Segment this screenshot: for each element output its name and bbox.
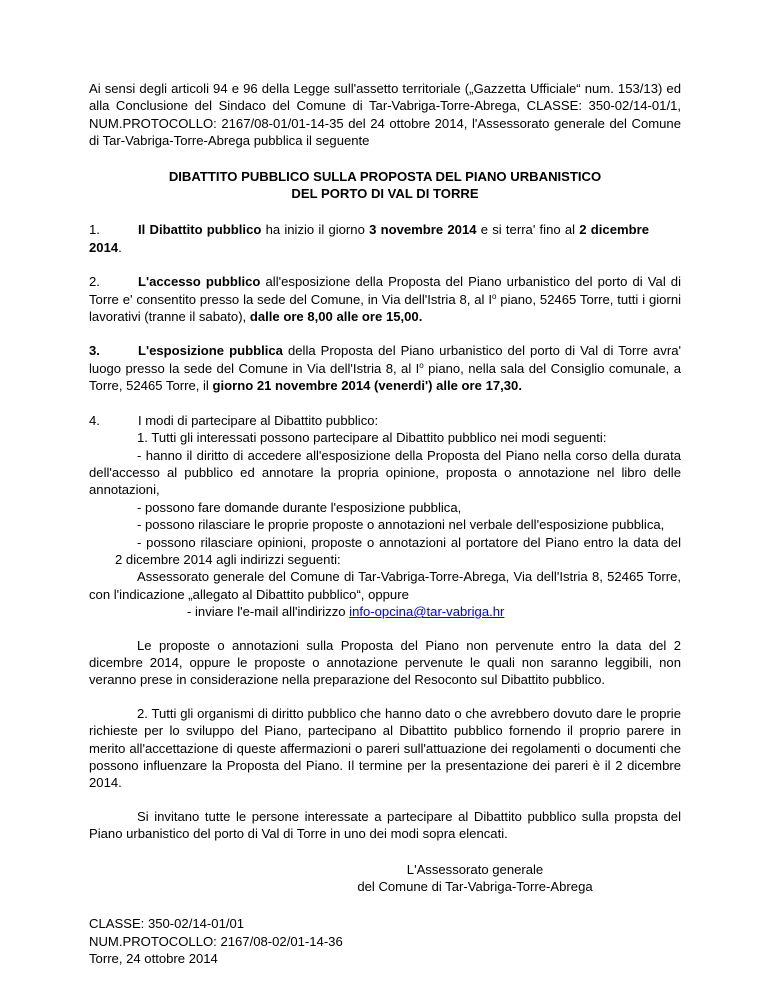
item-2 xyxy=(89,273,681,325)
paragraph-deadline: Le proposte o annotazioni sulla Proposta del Piano non pervenute entro la data del 2 dicembre 2014, oppure le proposte o annotazione pervenute le quali non saranno leggibili, non veranno prese in considerazione nella preparazione del Resoconto sul Dibattito pubblico. xyxy=(89,637,681,688)
signature-line-2: del Comune di Tar-Vabriga-Torre-Abrega xyxy=(357,879,593,895)
document-page xyxy=(89,80,681,968)
item-1-bold-3: 2 dicembre xyxy=(579,222,650,238)
email-link[interactable]: info-opcina@tar-vabriga.hr xyxy=(349,604,505,620)
item-2-text-1: all'esposizione della Proposta del Piano urbanistico del porto di Val di Torre e' consentito presso la sede del Comune, in Via dell'Istria 8, al I xyxy=(89,274,681,307)
item-1-bold-1: Il Dibattito pubblico xyxy=(138,222,262,238)
item-4-bullet-2: - possono fare domande durante l'esposizione pubblica, xyxy=(137,499,462,515)
item-4-sub-1: 1. Tutti gli interessati possono partecipare al Dibattito pubblico nei modi seguenti: xyxy=(137,430,607,446)
item-4-bullet-4-a: - possono rilasciare opinioni, proposte o annotazioni al portatore del Piano entro la data del xyxy=(137,534,681,550)
paragraph-invitation: Si invitano tutte le persone interessate a partecipare al Dibattito pubblico sulla propsta del Piano urbanistico del porto di Val di Torre in uno dei modi sopra elencati. xyxy=(89,808,681,842)
item-4-heading: I modi di partecipare al Dibattito pubblico: xyxy=(138,412,379,428)
item-3-sup: o xyxy=(419,360,424,370)
item-3-text-2: piano, nella sala del Consiglio comunale, a Torre, 52465 Torre, il xyxy=(89,360,681,394)
item-4 xyxy=(89,412,681,843)
item-4-number: 4. xyxy=(89,412,100,428)
footer-date: Torre, 24 ottobre 2014 xyxy=(89,951,218,967)
item-1-text-2: e si terra' fino al xyxy=(476,222,580,238)
item-1-text-1: ha inizio il giorno xyxy=(261,222,370,238)
title-line-1: DIBATTITO PUBBLICO SULLA PROPOSTA DEL PIANO URBANISTICO xyxy=(168,168,602,184)
item-1-number: 1. xyxy=(89,222,100,238)
item-3-bold-2: giorno 21 novembre 2014 (venerdi') alle ore 17,30. xyxy=(212,378,522,394)
item-2-sup: o xyxy=(491,291,497,301)
item-4-bullet-4-b: 2 dicembre 2014 agli indirizzi seguenti: xyxy=(115,551,341,567)
document-title xyxy=(89,168,681,203)
item-4-email-line xyxy=(89,603,681,620)
item-4-bullet-1: - hanno il diritto di accedere all'esposizione della Proposta del Piano nella corso della durata dell'accesso al pubblico ed annotare la propria opinione, proposta o annotazione nel libro delle annotazioni, xyxy=(89,447,681,498)
item-2-number: 2. xyxy=(89,274,100,290)
item-3 xyxy=(89,342,681,394)
item-1-text-3: . xyxy=(118,239,122,255)
signature-line-1: L'Assessorato generale xyxy=(406,861,544,877)
footer-classe: CLASSE: 350-02/14-01/01 xyxy=(89,916,245,932)
item-1 xyxy=(89,221,681,256)
title-line-2: DEL PORTO DI VAL DI TORRE xyxy=(291,186,479,202)
signature-block xyxy=(89,861,681,896)
intro-paragraph: Ai sensi degli articoli 94 e 96 della Legge sull'assetto territoriale („Gazzetta Ufficiale“ num. 153/13) ed alla Conclusione del Sindaco del Comune di Tar-Vabriga-Torre-Abrega, CLASSE: 350-02/14-01/1, NUM.PROTOCOLLO: 2167/08-01/01-14-35 del 24 ottobre 2014, l'Assessorato generale del Comune di Tar-Vabriga-Torre-Abrega pubblica il seguente xyxy=(89,81,681,149)
paragraph-public-bodies: 2. Tutti gli organismi di diritto pubblico che hanno dato o che avrebbero dovuto dare le proprie richieste per lo sviluppo del Piano, partecipano al Dibattito pubblico fornendo il proprio parere in merito all'accettazione di queste affermazioni o pareri sull'attuazione dei regolamenti o documenti che possono influenzare la Proposta del Piano. Il termine per la presentazione dei pareri è il 2 dicembre 2014. xyxy=(89,705,681,791)
item-4-bullet-3: - possono rilasciare le proprie proposte o annotazioni nel verbale dell'esposizione pubblica, xyxy=(137,517,665,533)
email-prefix: - inviare l'e-mail all'indirizzo xyxy=(187,604,350,620)
item-2-text-2: piano, 52465 Torre, tutti i giorni lavorativi (tranne il sabato), xyxy=(89,291,682,325)
item-1-bold-2: 3 novembre 2014 xyxy=(369,222,477,238)
item-2-bold-1: L'accesso pubblico xyxy=(138,274,261,290)
footer-block xyxy=(89,915,681,967)
footer-protocollo: NUM.PROTOCOLLO: 2167/08-02/01-14-36 xyxy=(89,933,343,949)
item-4-address: Assessorato generale del Comune di Tar-Vabriga-Torre-Abrega, Via dell'Istria 8, 52465 Torre, con l'indicazione „allegato al Dibattito pubblico“, oppure xyxy=(89,569,681,602)
item-3-bold-1: L'esposizione pubblica xyxy=(138,343,283,359)
item-4-bullet-4 xyxy=(89,534,681,569)
item-3-text-1: della Proposta del Piano urbanistico del porto di Val di Torre avra' luogo presso la sede del Comune in Via dell'Istria 8, al I xyxy=(89,343,681,376)
item-2-bold-2: dalle ore 8,00 alle ore 15,00. xyxy=(249,309,423,325)
item-3-number: 3. xyxy=(89,343,100,359)
item-1-bold-4: 2014 xyxy=(89,239,119,255)
